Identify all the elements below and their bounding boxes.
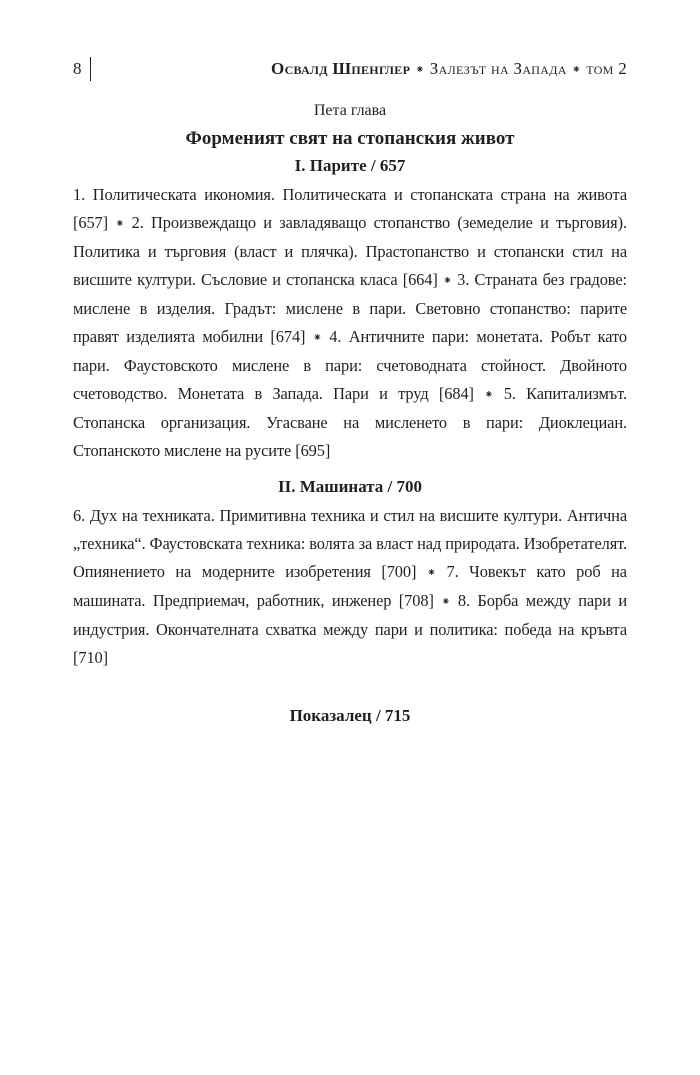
header-author: Освалд Шпенглер	[271, 59, 411, 78]
separator-star-icon: ⁕	[484, 389, 494, 401]
section-heading-machine: II. Машината / 700	[277, 477, 423, 496]
chapter-title: Форменият свят на стопанския живот	[185, 128, 515, 149]
header-book-title: Залезът на Запада	[429, 59, 567, 78]
separator-star-icon: ⁕	[441, 596, 451, 608]
separator-star-icon: ⁕	[312, 332, 322, 344]
index-heading: Показалец / 715	[289, 706, 411, 725]
table-of-contents	[73, 100, 627, 728]
separator-star-icon: ⁕	[426, 567, 436, 579]
section-heading-money: I. Парите / 657	[294, 156, 406, 175]
section-text-machine: 6. Дух на техниката. Примитивна техника и стил на висшите култури. Антична „техника“. Фаустовската техника: волята за власт над природата. Изобретателят. Опиянението на модерните изобретения [700] ⁕ 7. Човекът като роб на машината. Предприемач, работник, инженер [708] ⁕ 8. Борба между пари и индустрия. Окончателната схватка между пари и политика: победа на кръвта [710]	[73, 506, 628, 667]
header-volume: том 2	[586, 59, 627, 78]
separator-star-icon: ⁕	[442, 275, 453, 287]
separator-star-icon: ⁕	[115, 218, 125, 230]
page-number: 8	[73, 57, 91, 81]
header-separator-star-icon: ⁕	[571, 64, 582, 76]
header-title-line	[271, 57, 627, 82]
section-text-money: 1. Политическата икономия. Политическата и стопанската страна на живота [657] ⁕ 2. Произвеждащо и завладяващо стопанство (земеделие и търговия). Политика и търговия (власт и плячка). Прастопанство и стопански стил на висшите култури. Съсловие и стопанска класа [664] ⁕ 3. Страната без градове: мислене в изделия. Градът: мислене в пари. Световно стопанство: парите правят изделията мобилни [674] ⁕ 4. Античните пари: монетата. Робът като пари. Фаустовското мислене в пари: счетоводната стойност. Двойното счетоводство. Монетата в Запада. Пари и труд [684] ⁕ 5. Капитализмът. Стопанска организация. Угасване на мисленето в пари: Диоклециан. Стопанското мислене на русите [695]	[73, 185, 627, 460]
chapter-label: Пета глава	[313, 102, 387, 119]
header-separator-star-icon: ⁕	[415, 64, 425, 76]
running-header	[73, 57, 627, 81]
